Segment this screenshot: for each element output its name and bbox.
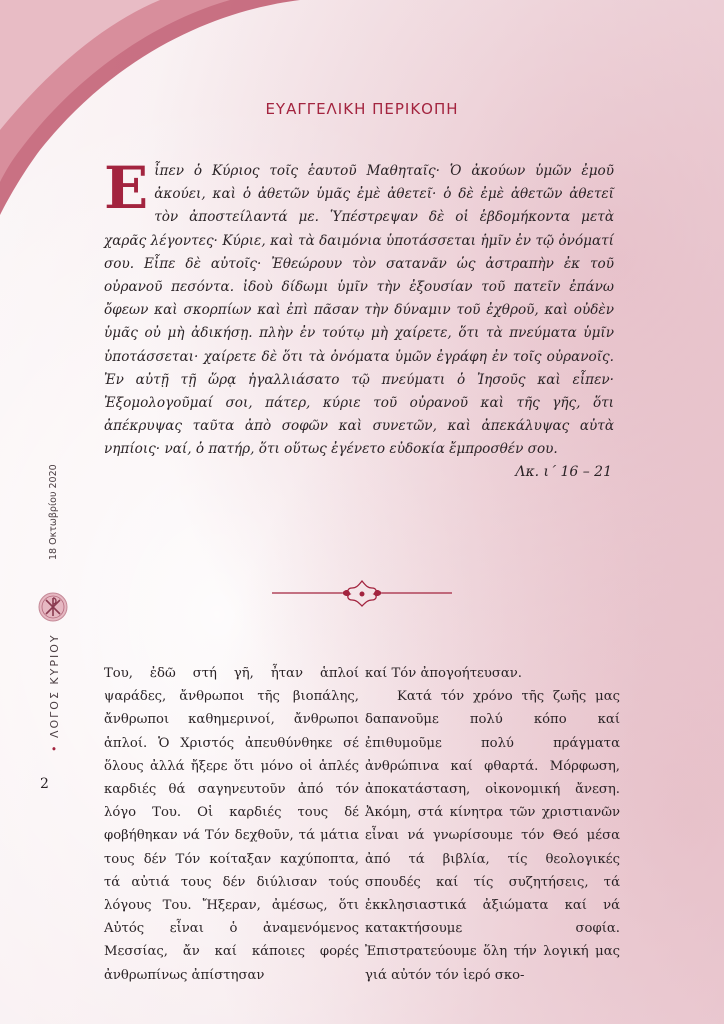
reading-text: ἶπεν ὁ Κύριος τοῖς ἑαυτοῦ Μαθηταῖς· Ὁ ἀκούων ὑμῶν ἐμοῦ ἀκούει, καὶ ὁ ἀθετῶν ὑμᾶς ἐμὲ ἀθετεῖ· ὁ δὲ ἐμὲ ἀθετῶν ἀθετεῖ τὸν ἀποστείλαντά με. Ὑπέστρεψαν δὲ οἱ ἑβδομήκοντα μετὰ χαρᾶς λέγοντες· Κύριε, καὶ τὰ δαιμόνια ὑποτάσσεται ἡμῖν ἐν τῷ ὀνόματί σου. Εἶπε δὲ αὐτοῖς· Ἐθεώρουν τὸν σατανᾶν ὡς ἀστραπὴν ἐκ τοῦ οὐρανοῦ πεσόντα. ἰδοὺ δίδωμι ὑμῖν τὴν ἐξουσίαν τοῦ πατεῖν ἐπάνω ὄφεων καὶ σκορπίων καὶ ἐπὶ πᾶσαν τὴν δύναμιν τοῦ ἐχθροῦ, καὶ οὐδὲν ὑμᾶς οὐ μὴ ἀδικήσῃ. πλὴν ἐν τούτῳ μὴ χαίρετε, ὅτι τὰ πνεύματα ὑμῖν ὑποτάσσεται· χαίρετε δὲ ὅτι τὰ ὀνόματα ὑμῶν ἐγράφη ἐν τοῖς οὐρανοῖς. Ἐν αὐτῇ τῇ ὥρᾳ ἠγαλλιάσατο τῷ πνεύματι ὁ Ἰησοῦς καὶ εἶπεν· Ἐξομολογοῦμαί σοι, πάτερ, κύριε τοῦ οὐρανοῦ καὶ τῆς γῆς, ὅτι ἀπέκρυψας ταῦτα ἀπὸ σοφῶν καὶ συνετῶν, καὶ ἀπεκάλυψας αὐτὰ νηπίοις· ναί, ὁ πατήρ, ὅτι οὕτως ἐγένετο εὐδοκία ἔμπροσθέν σου.: [104, 163, 614, 458]
right-column-paragraph: Κατά τόν χρόνο τῆς ζωῆς μας δαπανοῦμε πολύ κόπο καί ἐπιθυμοῦμε πολύ πράγματα ἀνθρώπινα καί φθαρτά. Μόρφωση, ἀποκατάσταση, οἰκονομική ἄνεση. Ἀκόμη, στά κίνητρα τῶν χριστιανῶν εἶναι νά γνωρίσουμε τόν Θεό μέσα ἀπό τά βιβλία, τίς θεολογικές σπουδές καί τίς συζητήσεις, τά ἐκκλησιαστικά ἀξιώματα καί νά κατακτήσουμε σοφία. Ἐπιστρατεύουμε ὅλη τήν λογική μας γιά αὐτόν τόν ἱερό σκο-: [365, 689, 620, 983]
gospel-reading: [104, 154, 614, 462]
magazine-name: [48, 633, 61, 752]
body-column-left: [104, 662, 359, 987]
page-title: ΕΥΑΓΓΕΛΙΚΗ ΠΕΡΙΚΟΠΗ: [265, 100, 459, 118]
left-column-text: Του, ἐδῶ στή γῆ, ἦταν ἁπλοί ψαράδες, ἄνθρωποι τῆς βιοπάλης, ἄνθρωποι καθημερινοί, ἄνθρωποι ἁπλοί. Ὁ Χριστός ἀπευθύνθηκε σέ ὅλους ἀλλά ἤξερε ὅτι μόνο οἱ ἁπλές καρδιές θά σαγηνευτοῦν ἀπό τόν λόγο Του. Οἱ καρδιές τους δέ φοβήθηκαν νά Τόν δεχθοῦν, τά μάτια τους δέν Τόν κοίταξαν καχύποπτα, τά αὐτιά τους δέν διύλισαν τούς λόγους Του. Ἤξεραν, ἀμέσως, ὅτι Αὐτός εἶναι ὁ ἀναμενόμενος Μεσσίας, ἄν καί κάποιες φορές ἀνθρωπίνως ἀπίστησαν: [104, 666, 359, 983]
scripture-reference: Λκ. ι΄ 16 – 21: [515, 464, 612, 480]
body-column-right: [365, 662, 620, 987]
magazine-title: ΛΟΓΟΣ ΚΥΡΙΟΥ: [48, 633, 61, 738]
right-column-continuation: καί Τόν ἀπογοήτευσαν.: [365, 666, 522, 681]
page-number: 2: [40, 776, 49, 792]
accent-dot: •: [48, 743, 61, 752]
issue-date: 18 Οκτωβρίου 2020: [48, 464, 59, 560]
divider-ornament-icon: [272, 578, 452, 608]
drop-cap: Ε: [104, 154, 149, 222]
chi-rho-seal-icon: [38, 592, 68, 622]
